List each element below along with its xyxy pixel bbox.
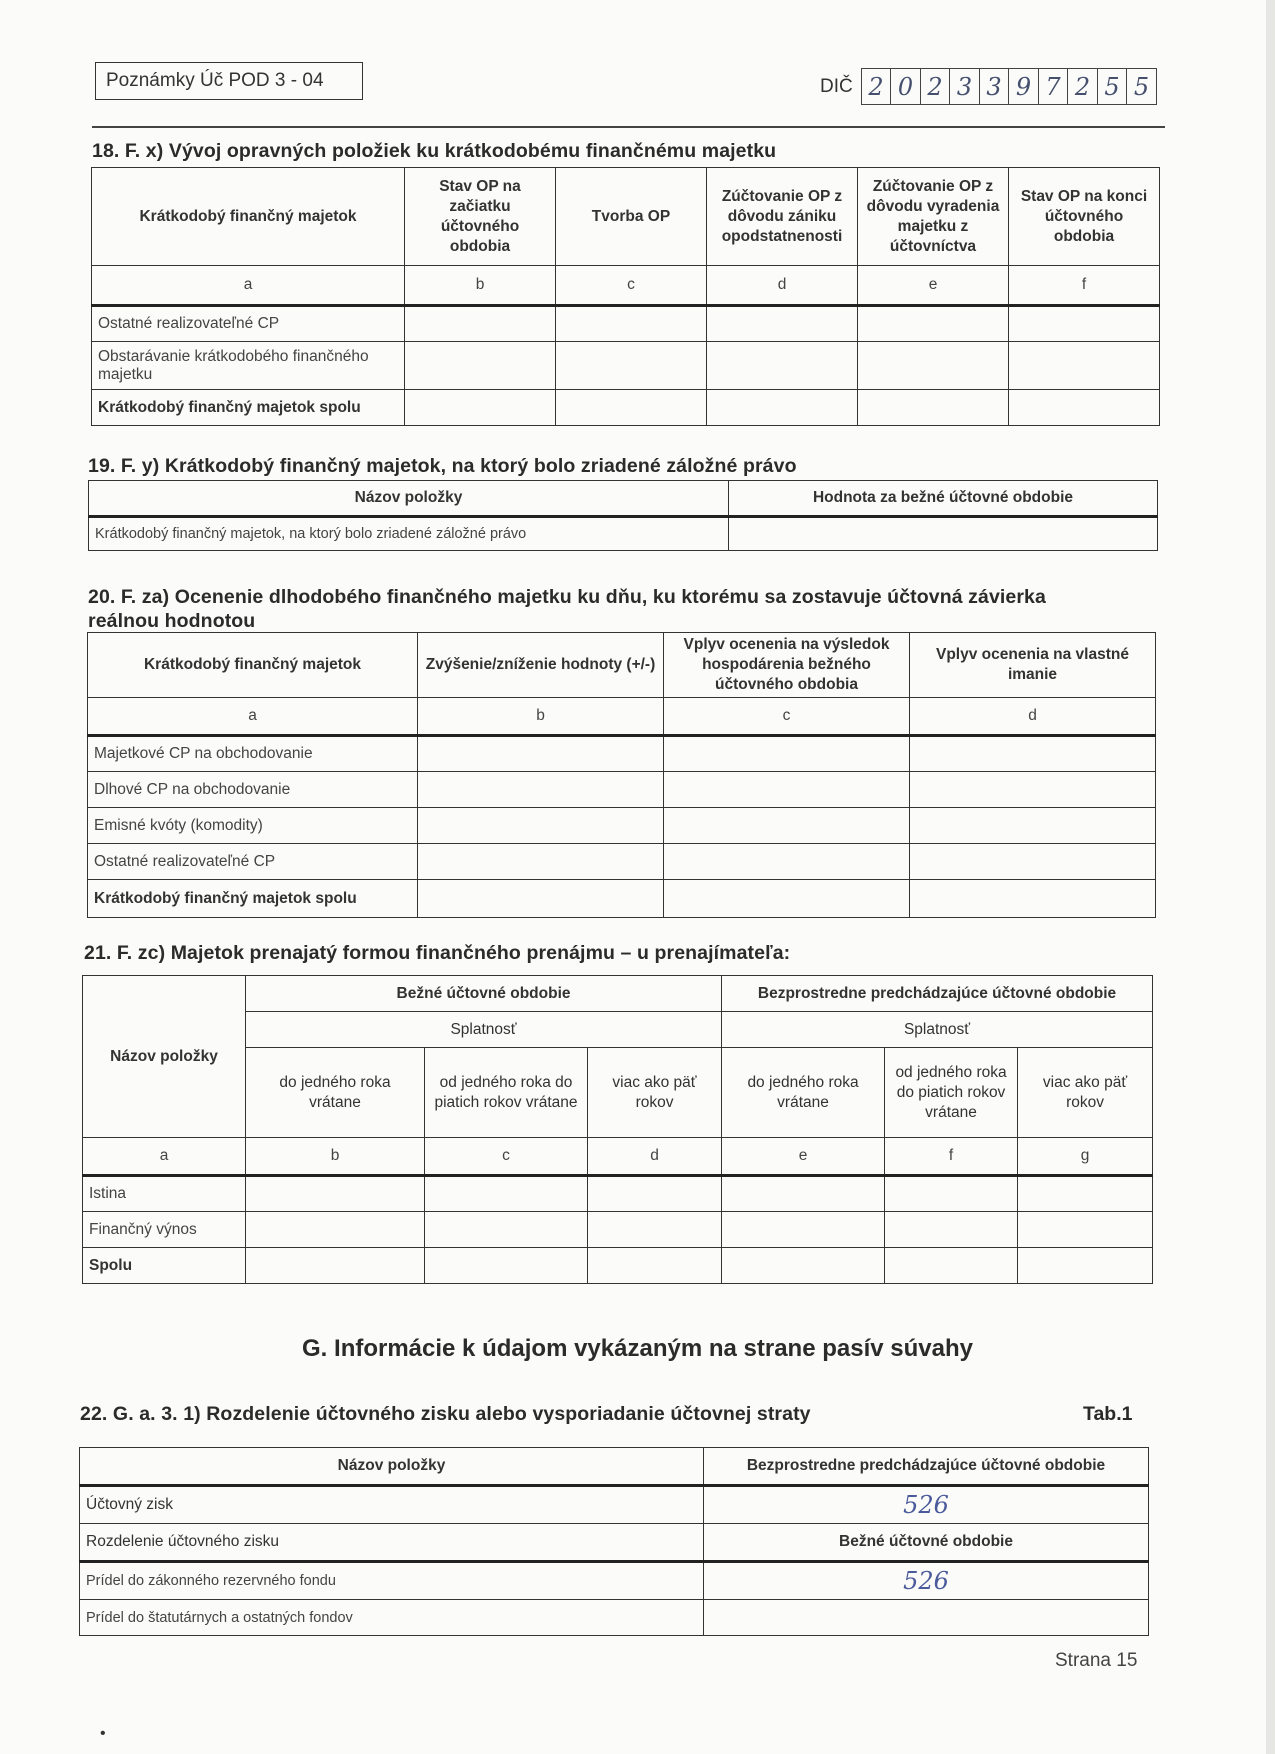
- section-20-title-line1: 20. F. za) Ocenenie dlhodobého finančného majetku ku dňu, ku ktorému sa zostavuje účtovná závierka: [88, 586, 1046, 608]
- value-cell[interactable]: [246, 1248, 425, 1284]
- col-header: Tvorba OP: [556, 168, 707, 266]
- row-label: Spolu: [83, 1248, 246, 1284]
- section-20-table: [87, 632, 1156, 918]
- row-label: Rozdelenie účtovného zisku: [80, 1524, 704, 1562]
- section-18-table: [91, 167, 1160, 426]
- value-cell[interactable]: [858, 306, 1009, 342]
- form-label: Poznámky Úč POD 3 - 04: [106, 70, 324, 91]
- col-header: Vplyv ocenenia na výsledok hospodárenia bežného účtovného obdobia: [664, 633, 910, 698]
- col-header: Zvýšenie/zníženie hodnoty (+/-): [418, 633, 664, 698]
- handwritten-value[interactable]: 526: [704, 1486, 1149, 1524]
- row-label: Obstarávanie krátkodobého finančného majetku: [92, 342, 405, 390]
- table-row-total: [83, 1248, 1153, 1284]
- value-cell[interactable]: [1018, 1212, 1153, 1248]
- value-cell[interactable]: [556, 390, 707, 426]
- dic-digit[interactable]: 0: [891, 69, 921, 104]
- col-letter: f: [885, 1138, 1018, 1176]
- value-cell[interactable]: [418, 880, 664, 918]
- value-cell[interactable]: [664, 736, 910, 772]
- value-cell[interactable]: [704, 1600, 1149, 1636]
- form-label-box: [95, 62, 363, 100]
- col-letter: e: [858, 266, 1009, 306]
- table-row: [80, 1600, 1149, 1636]
- value-cell[interactable]: [418, 808, 664, 844]
- col-header: viac ako päť rokov: [1018, 1048, 1153, 1138]
- row-label: Krátkodobý finančný majetok spolu: [88, 880, 418, 918]
- col-header: Zúčtovanie OP z dôvodu vyradenia majetku z účtovníctva: [858, 168, 1009, 266]
- dic-digit[interactable]: 2: [1068, 69, 1098, 104]
- maturity-header: Splatnosť: [722, 1012, 1153, 1048]
- value-cell[interactable]: [707, 306, 858, 342]
- table-row: [88, 844, 1156, 880]
- value-cell[interactable]: [722, 1212, 885, 1248]
- col-header: od jedného roka do piatich rokov vrátane: [885, 1048, 1018, 1138]
- col-header: od jedného roka do piatich rokov vrátane: [425, 1048, 588, 1138]
- row-label: Prídel do štatutárnych a ostatných fondov: [80, 1600, 704, 1636]
- section-22-table: [79, 1447, 1149, 1636]
- value-cell[interactable]: [1018, 1176, 1153, 1212]
- value-cell[interactable]: [418, 736, 664, 772]
- col-letter: c: [425, 1138, 588, 1176]
- col-letter: a: [83, 1138, 246, 1176]
- table-row-total: [88, 880, 1156, 918]
- col-header: Zúčtovanie OP z dôvodu zániku opodstatnenosti: [707, 168, 858, 266]
- value-cell[interactable]: [405, 390, 556, 426]
- value-cell[interactable]: [588, 1212, 722, 1248]
- value-cell[interactable]: [910, 880, 1156, 918]
- row-label: Dlhové CP na obchodovanie: [88, 772, 418, 808]
- section-21-title: 21. F. zc) Majetok prenajatý formou finančného prenájmu – u prenajímateľa:: [84, 942, 791, 964]
- value-cell[interactable]: [1009, 390, 1160, 426]
- col-header: Krátkodobý finančný majetok: [92, 168, 405, 266]
- value-cell[interactable]: [246, 1176, 425, 1212]
- table-row: [88, 736, 1156, 772]
- section-20-title-line2: reálnou hodnotou: [88, 610, 256, 632]
- row-label: Finančný výnos: [83, 1212, 246, 1248]
- value-cell[interactable]: [858, 390, 1009, 426]
- section-18-title: 18. F. x) Vývoj opravných položiek ku krátkodobému finančnému majetku: [92, 140, 777, 162]
- value-cell[interactable]: [556, 342, 707, 390]
- value-cell[interactable]: [885, 1212, 1018, 1248]
- col-header: do jedného roka vrátane: [246, 1048, 425, 1138]
- col-header: do jedného roka vrátane: [722, 1048, 885, 1138]
- scan-mark: •: [100, 1725, 106, 1742]
- section-19-title: 19. F. y) Krátkodobý finančný majetok, na ktorý bolo zriadené záložné právo: [88, 455, 797, 477]
- dic-label: DIČ: [820, 75, 853, 97]
- table-row: [80, 1486, 1149, 1524]
- value-cell[interactable]: [664, 880, 910, 918]
- value-cell[interactable]: [707, 342, 858, 390]
- row-label: Krátkodobý finančný majetok spolu: [92, 390, 405, 426]
- value-cell[interactable]: [405, 342, 556, 390]
- dic-digit[interactable]: 5: [1098, 69, 1128, 104]
- col-header: Bežné účtovné obdobie: [704, 1524, 1149, 1562]
- col-letter: c: [664, 698, 910, 736]
- dic-digit[interactable]: 2: [862, 69, 892, 104]
- dic-digit[interactable]: 9: [1009, 69, 1039, 104]
- col-header: Bezprostredne predchádzajúce účtovné obdobie: [704, 1448, 1149, 1486]
- dic-digit[interactable]: 2: [921, 69, 951, 104]
- value-cell[interactable]: [425, 1212, 588, 1248]
- table-row: [92, 306, 1160, 342]
- value-cell[interactable]: [425, 1248, 588, 1284]
- col-letter: e: [722, 1138, 885, 1176]
- value-cell[interactable]: [1009, 306, 1160, 342]
- row-label: Istina: [83, 1176, 246, 1212]
- value-cell[interactable]: [1009, 342, 1160, 390]
- col-header: Vplyv ocenenia na vlastné imanie: [910, 633, 1156, 698]
- col-letter: a: [92, 266, 405, 306]
- value-cell[interactable]: [722, 1248, 885, 1284]
- col-letter: f: [1009, 266, 1160, 306]
- dic-digit[interactable]: 7: [1039, 69, 1069, 104]
- value-cell[interactable]: [405, 306, 556, 342]
- row-label: Emisné kvóty (komodity): [88, 808, 418, 844]
- col-letter: d: [588, 1138, 722, 1176]
- value-cell[interactable]: [910, 808, 1156, 844]
- value-cell[interactable]: [910, 736, 1156, 772]
- value-cell[interactable]: [1018, 1248, 1153, 1284]
- col-header: Názov položky: [80, 1448, 704, 1486]
- row-label: Majetkové CP na obchodovanie: [88, 736, 418, 772]
- section-g-title: G. Informácie k údajom vykázaným na strane pasív súvahy: [302, 1335, 973, 1362]
- scan-edge: [1266, 0, 1275, 1754]
- col-header: Hodnota za bežné účtovné obdobie: [729, 481, 1158, 517]
- col-letter: d: [910, 698, 1156, 736]
- section-22-title: 22. G. a. 3. 1) Rozdelenie účtovného zisku alebo vysporiadanie účtovnej straty: [80, 1403, 811, 1425]
- row-label: Účtovný zisk: [80, 1486, 704, 1524]
- handwritten-value[interactable]: 526: [704, 1562, 1149, 1600]
- period-current-header: Bežné účtovné obdobie: [246, 976, 722, 1012]
- table-row-total: [92, 390, 1160, 426]
- table-row: [89, 517, 1158, 551]
- value-cell[interactable]: [729, 517, 1158, 551]
- period-previous-header: Bezprostredne predchádzajúce účtovné obdobie: [722, 976, 1153, 1012]
- dic-field: [820, 68, 1157, 105]
- value-cell[interactable]: [588, 1176, 722, 1212]
- table-row: [83, 1212, 1153, 1248]
- col-letter: b: [418, 698, 664, 736]
- row-label: Prídel do zákonného rezervného fondu: [80, 1562, 704, 1600]
- dic-digit-boxes: [861, 68, 1157, 105]
- col-header: Stav OP na začiatku účtovného obdobia: [405, 168, 556, 266]
- table-subheader-row: [80, 1524, 1149, 1562]
- table-row: [83, 1176, 1153, 1212]
- value-cell[interactable]: [664, 844, 910, 880]
- value-cell[interactable]: [858, 342, 1009, 390]
- col-letter: a: [88, 698, 418, 736]
- value-cell[interactable]: [588, 1248, 722, 1284]
- col-letter: b: [405, 266, 556, 306]
- col-letter: b: [246, 1138, 425, 1176]
- value-cell[interactable]: [910, 844, 1156, 880]
- section-21-table: [82, 975, 1153, 1284]
- value-cell[interactable]: [418, 844, 664, 880]
- col-letter: c: [556, 266, 707, 306]
- header-divider: [92, 126, 1165, 128]
- table-row: [80, 1562, 1149, 1600]
- row-label: Ostatné realizovateľné CP: [92, 306, 405, 342]
- value-cell[interactable]: [885, 1176, 1018, 1212]
- table-row: [88, 808, 1156, 844]
- row-label: Krátkodobý finančný majetok, na ktorý bolo zriadené záložné právo: [89, 517, 729, 551]
- col-letter: d: [707, 266, 858, 306]
- page-number: Strana 15: [1055, 1650, 1138, 1671]
- value-cell[interactable]: [418, 772, 664, 808]
- col-header-name: Názov položky: [83, 976, 246, 1138]
- row-label: Ostatné realizovateľné CP: [88, 844, 418, 880]
- value-cell[interactable]: [425, 1176, 588, 1212]
- col-header: viac ako päť rokov: [588, 1048, 722, 1138]
- value-cell[interactable]: [664, 772, 910, 808]
- col-header: Názov položky: [89, 481, 729, 517]
- value-cell[interactable]: [664, 808, 910, 844]
- value-cell[interactable]: [722, 1176, 885, 1212]
- col-header: Krátkodobý finančný majetok: [88, 633, 418, 698]
- col-header: Stav OP na konci účtovného obdobia: [1009, 168, 1160, 266]
- value-cell[interactable]: [707, 390, 858, 426]
- dic-digit[interactable]: 5: [1133, 72, 1150, 101]
- section-19-table: [88, 480, 1158, 551]
- dic-digit[interactable]: 3: [980, 69, 1010, 104]
- table-row: [92, 342, 1160, 390]
- value-cell[interactable]: [556, 306, 707, 342]
- table-label: Tab.1: [1083, 1403, 1133, 1425]
- maturity-header: Splatnosť: [246, 1012, 722, 1048]
- value-cell[interactable]: [246, 1212, 425, 1248]
- value-cell[interactable]: [885, 1248, 1018, 1284]
- table-row: [88, 772, 1156, 808]
- section-20-title: [88, 585, 1046, 633]
- dic-digit[interactable]: 3: [950, 69, 980, 104]
- value-cell[interactable]: [910, 772, 1156, 808]
- col-letter: g: [1018, 1138, 1153, 1176]
